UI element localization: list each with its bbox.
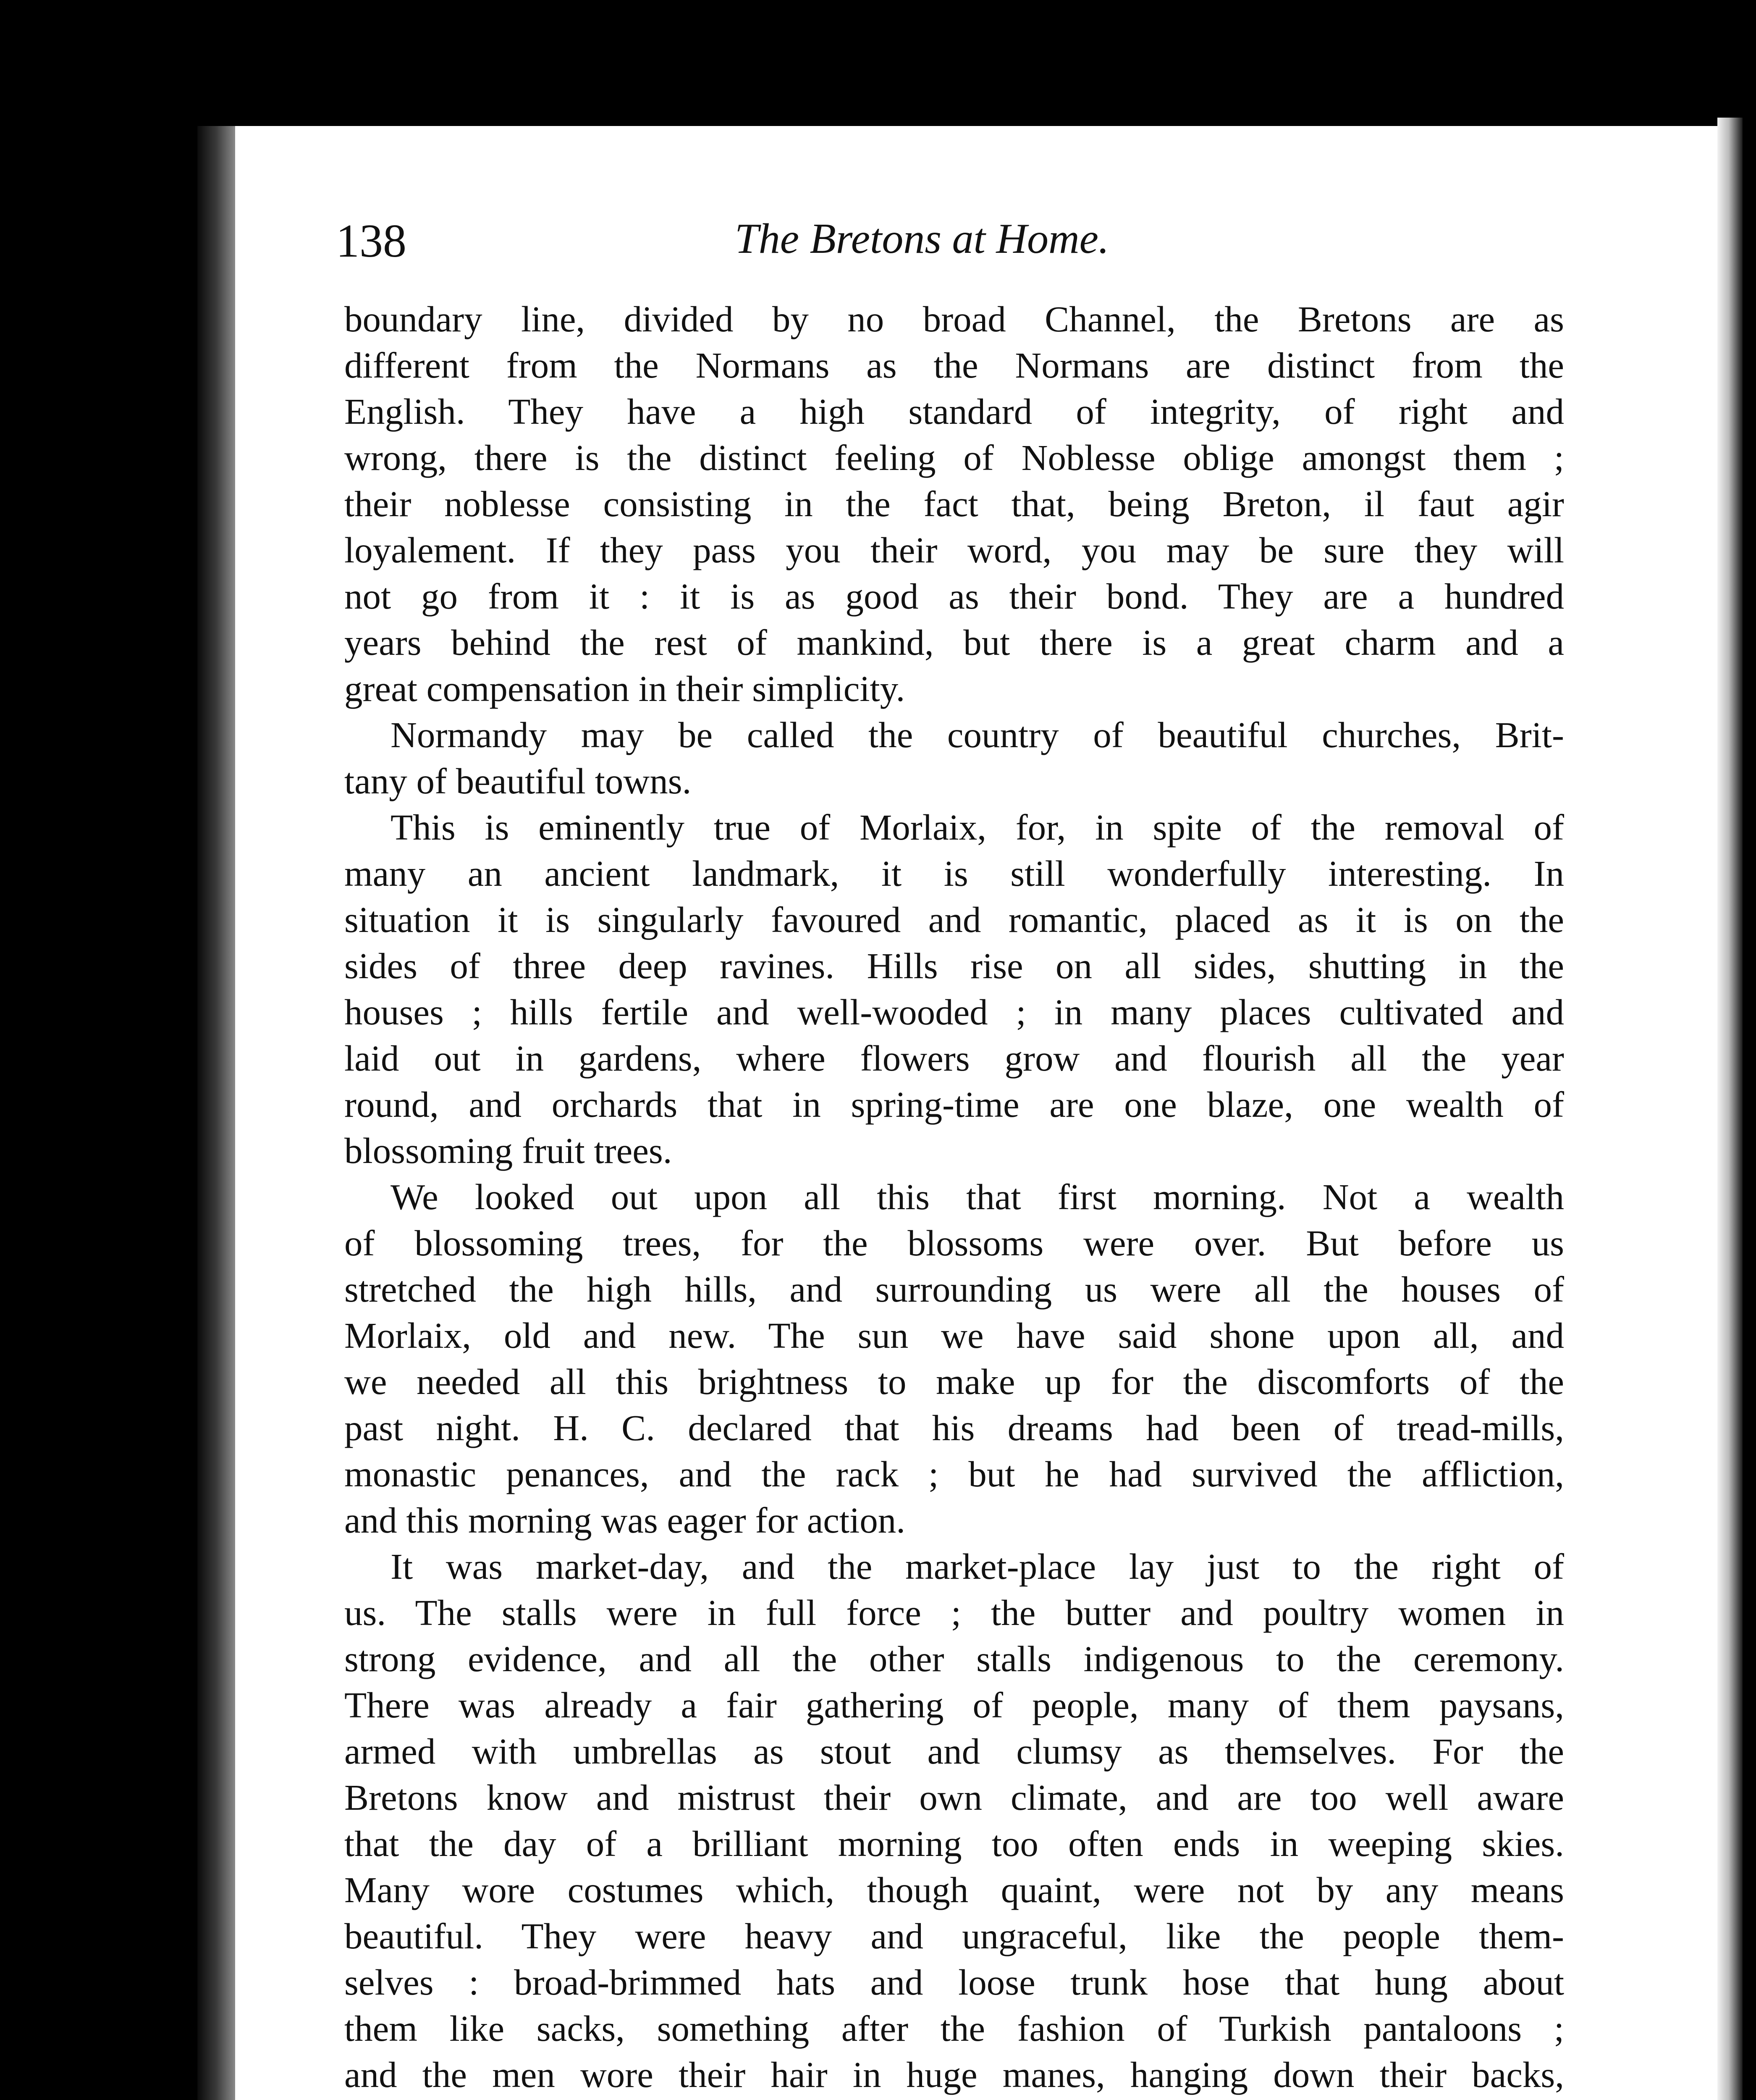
text-line: many an ancient landmark, it is still wonderfully interesting. In xyxy=(344,853,1564,894)
text-line: sides of three deep ravines. Hills rise on all sides, shutting in the xyxy=(344,945,1564,986)
text-line: their noblesse consisting in the fact that, being Breton, il faut agir xyxy=(344,483,1564,524)
text-line: beautiful. They were heavy and ungraceful, like the people them- xyxy=(344,1916,1564,1956)
text-line: armed with umbrellas as stout and clumsy as themselves. For the xyxy=(344,1731,1564,1772)
text-line: and the men wore their hair in huge manes, hanging down their backs, xyxy=(344,2054,1564,2095)
text-line: not go from it : it is as good as their bond. They are a hundred xyxy=(344,576,1564,617)
text-line: past night. H. C. declared that his dreams had been of tread-mills, xyxy=(344,1407,1564,1448)
text-line: English. They have a high standard of integrity, of right and xyxy=(344,391,1564,432)
text-line xyxy=(344,2098,1564,2100)
text-line: great compensation in their simplicity. xyxy=(344,668,905,709)
text-line: different from the Normans as the Normans are distinct from the xyxy=(344,345,1564,386)
page-header xyxy=(336,214,1176,277)
text-line: Normandy may be called the country of beautiful churches, Brit- xyxy=(391,714,1564,755)
text-line: tany of beautiful towns. xyxy=(344,761,692,801)
text-line: Many wore costumes which, though quaint, were not by any means xyxy=(344,1869,1564,1910)
text-line: blossoming fruit trees. xyxy=(344,1130,672,1171)
facing-page-edge xyxy=(1717,118,1743,2100)
text-line: situation it is singularly favoured and romantic, placed as it is on the xyxy=(344,899,1564,940)
page-number: 138 xyxy=(336,215,406,267)
text-line: houses ; hills fertile and well-wooded ; in many places cultivated and xyxy=(344,992,1564,1032)
text-line: boundary line, divided by no broad Channel, the Bretons are as xyxy=(344,299,1564,339)
running-title: The Bretons at Home. xyxy=(735,215,1109,262)
text-line: monastic penances, and the rack ; but he had survived the affliction, xyxy=(344,1454,1564,1494)
text-line: us. The stalls were in full force ; the butter and poultry women in xyxy=(344,1592,1564,1633)
text-line: and this morning was eager for action. xyxy=(344,1500,906,1541)
text-line: that the day of a brilliant morning too often ends in weeping skies. xyxy=(344,1823,1564,1864)
text-line: stretched the high hills, and surrounding us were all the houses of xyxy=(344,1269,1564,1310)
text-line: Morlaix, old and new. The sun we have said shone upon all, and xyxy=(344,1315,1564,1356)
text-line: round, and orchards that in spring-time are one blaze, one wealth of xyxy=(344,1084,1564,1125)
text-line: wrong, there is the distinct feeling of Noblesse oblige amongst them ; xyxy=(344,437,1564,478)
text-line: we needed all this brightness to make up for the discomforts of the xyxy=(344,1361,1564,1402)
text-line: This is eminently true of Morlaix, for, in spite of the removal of xyxy=(391,807,1564,848)
text-line: It was market-day, and the market-place lay just to the right of xyxy=(391,1546,1564,1587)
text-line: laid out in gardens, where flowers grow and flourish all the year xyxy=(344,1038,1564,1079)
text-line: There was already a fair gathering of people, many of them paysans, xyxy=(344,1685,1564,1725)
text-line: strong evidence, and all the other stalls indigenous to the ceremony. xyxy=(344,1638,1564,1679)
text-line: of blossoming trees, for the blossoms were over. But before us xyxy=(344,1223,1564,1263)
text-line: selves : broad-brimmed hats and loose trunk hose that hung about xyxy=(344,1962,1564,2003)
text-line: We looked out upon all this that first morning. Not a wealth xyxy=(391,1176,1564,1217)
text-line: years behind the rest of mankind, but there is a great charm and a xyxy=(344,622,1564,663)
text-line: loyalement. If they pass you their word, you may be sure they will xyxy=(344,530,1564,570)
text-line: them like sacks, something after the fashion of Turkish pantaloons ; xyxy=(344,2008,1564,2049)
body-text xyxy=(344,296,1564,2100)
text-line: Bretons know and mistrust their own climate, and are too well aware xyxy=(344,1777,1564,1818)
